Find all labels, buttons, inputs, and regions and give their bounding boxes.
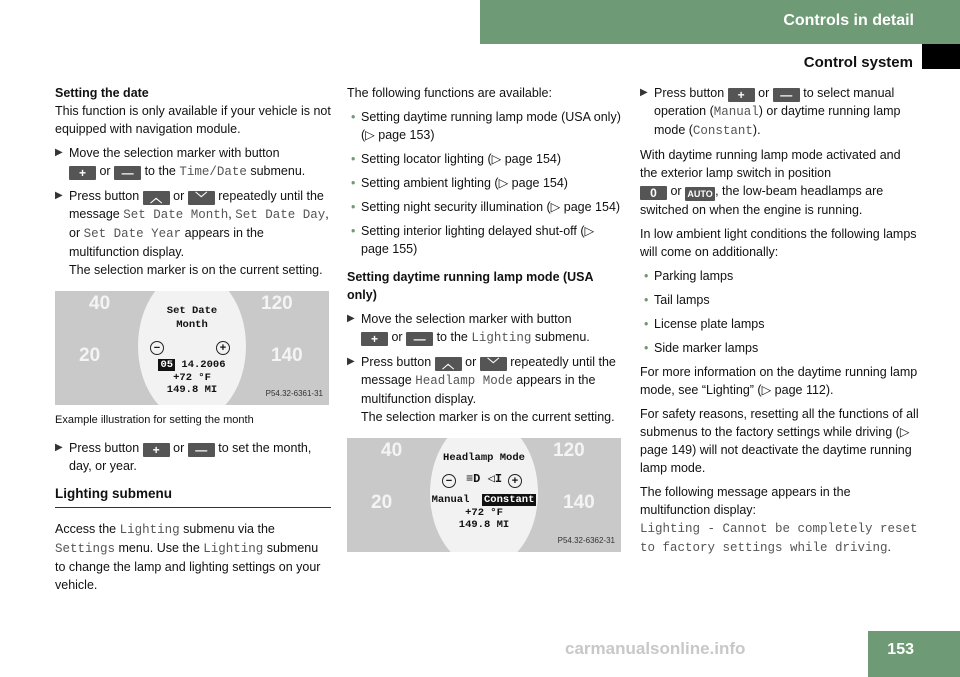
bullet-icon: •: [351, 110, 356, 124]
headlamp-symbol-icon: ≡D ◁I: [465, 472, 503, 486]
functions-intro: The following functions are available:: [347, 86, 552, 100]
page-number: 153: [887, 641, 914, 658]
minus-button-icon: —: [406, 332, 433, 346]
step-arrow-icon: ▶: [55, 442, 63, 453]
paragraph: For safety reasons, resetting all the functions of all submenus to the factory settings while driving (▷ page 149) will not deactivate the daytime running lamp mode.: [640, 407, 919, 475]
step: ▶ Move the selection marker with button + or — to the Time/Date submenu.: [55, 146, 306, 180]
step: ▶ Press button + or — to set the month, day, or year.: [55, 441, 312, 473]
column-1: [55, 84, 331, 600]
page-number-box: [868, 631, 960, 677]
paragraph: The following message appears in the multifunction display:: [640, 485, 851, 517]
step: ▶ Press button ︿ or ﹀ repeatedly until the message Headlamp Mode appears in the multifunction display. The selection marker is on the current setting.: [347, 355, 616, 424]
up-button-icon: ︿: [143, 191, 170, 205]
plus-button-icon: +: [69, 166, 96, 180]
paragraph: In low ambient light conditions the following lamps will come on additionally:: [640, 227, 917, 259]
bullet-icon: •: [644, 317, 649, 331]
heading-daytime-lamp: Setting daytime running lamp mode (USA only): [347, 270, 594, 302]
paragraph: For more information on the daytime running lamp mode, see “Lighting” (▷ page 112).: [640, 365, 918, 397]
column-2: [347, 84, 624, 552]
step-arrow-icon: ▶: [55, 147, 63, 158]
step: ▶ Move the selection marker with button + or — to the Lighting submenu.: [347, 312, 590, 346]
list-item: • License plate lamps: [644, 317, 765, 331]
list-item: • Setting night security illumination (▷ page 154): [351, 200, 621, 214]
bullet-icon: •: [351, 152, 356, 166]
step: ▶ Press button ︿ or ﹀ repeatedly until the message Set Date Month, Set Date Day, or Set Date Year appears in the multifunction display. The selection marker is on the current setting.: [55, 189, 329, 277]
subheading-lighting: Lighting submenu: [55, 485, 331, 508]
bullet-icon: •: [351, 200, 356, 214]
paragraph: With daytime running lamp mode activated and the exterior lamp switch in position 0 or AUTO , the low-beam headlamps are switched on when the engine is running.: [640, 148, 901, 217]
bullet-icon: •: [351, 224, 356, 238]
display-message: Lighting - Cannot be completely reset to factory settings while driving.: [640, 522, 918, 555]
display-illustration-headlamp: 40 20 120 140 Headlamp Mode − ≡D ◁I + Manual Constant +72 °F 149.8 MI P54.32-6362-31: [347, 438, 621, 552]
minus-circle-icon: −: [150, 341, 164, 355]
plus-circle-icon: +: [216, 341, 230, 355]
minus-button-icon: —: [114, 166, 141, 180]
bullet-icon: •: [351, 176, 356, 190]
bullet-icon: •: [644, 293, 649, 307]
step-arrow-icon: ▶: [640, 87, 648, 98]
list-item: • Parking lamps: [644, 269, 734, 283]
step: ▶ Press button + or — to select manual operation (Manual) or daytime running lamp mode (Constant).: [640, 86, 901, 138]
minus-button-icon: —: [773, 88, 800, 102]
bullet-icon: •: [644, 269, 649, 283]
bullet-icon: •: [644, 341, 649, 355]
list-item: • Setting locator lighting (▷ page 154): [351, 152, 562, 166]
list-item: • Setting ambient lighting (▷ page 154): [351, 176, 568, 190]
switch-zero-icon: 0: [640, 186, 667, 200]
figure-caption: Example illustration for setting the month: [55, 414, 254, 426]
minus-circle-icon: −: [442, 474, 456, 488]
plus-circle-icon: +: [508, 474, 522, 488]
switch-auto-icon: AUTO: [685, 187, 715, 201]
column-3: [640, 84, 920, 563]
chapter-title: Controls in detail: [783, 12, 914, 29]
plus-button-icon: +: [143, 443, 170, 457]
heading-setting-date: Setting the date: [55, 86, 149, 100]
section-title: Control system: [803, 54, 913, 71]
step-arrow-icon: ▶: [347, 313, 355, 324]
list-item: • Side marker lamps: [644, 341, 759, 355]
watermark: carmanualsonline.info: [565, 639, 746, 658]
up-button-icon: ︿: [435, 357, 462, 371]
list-item: • Tail lamps: [644, 293, 710, 307]
down-button-icon: ﹀: [188, 191, 215, 205]
plus-button-icon: +: [728, 88, 755, 102]
access-text: Access the Lighting submenu via the Settings menu. Use the Lighting submenu to change the lamp and lighting settings on your vehicle.: [55, 522, 321, 592]
header-tab-marker: [922, 44, 960, 69]
minus-button-icon: —: [188, 443, 215, 457]
intro-text: This function is only available if your vehicle is not equipped with navigation module.: [55, 104, 331, 136]
display-illustration-month: 40 20 120 140 Set Date Month − + 05 14.2006 +72 °F 149.8 MI P54.32-6361-31: [55, 291, 329, 405]
list-item: • Setting interior lighting delayed shut-off (▷ page 155): [351, 224, 595, 256]
step-arrow-icon: ▶: [55, 190, 63, 201]
step-arrow-icon: ▶: [347, 356, 355, 367]
list-item: • Setting daytime running lamp mode (USA only) (▷ page 153): [351, 110, 621, 142]
plus-button-icon: +: [361, 332, 388, 346]
down-button-icon: ﹀: [480, 357, 507, 371]
